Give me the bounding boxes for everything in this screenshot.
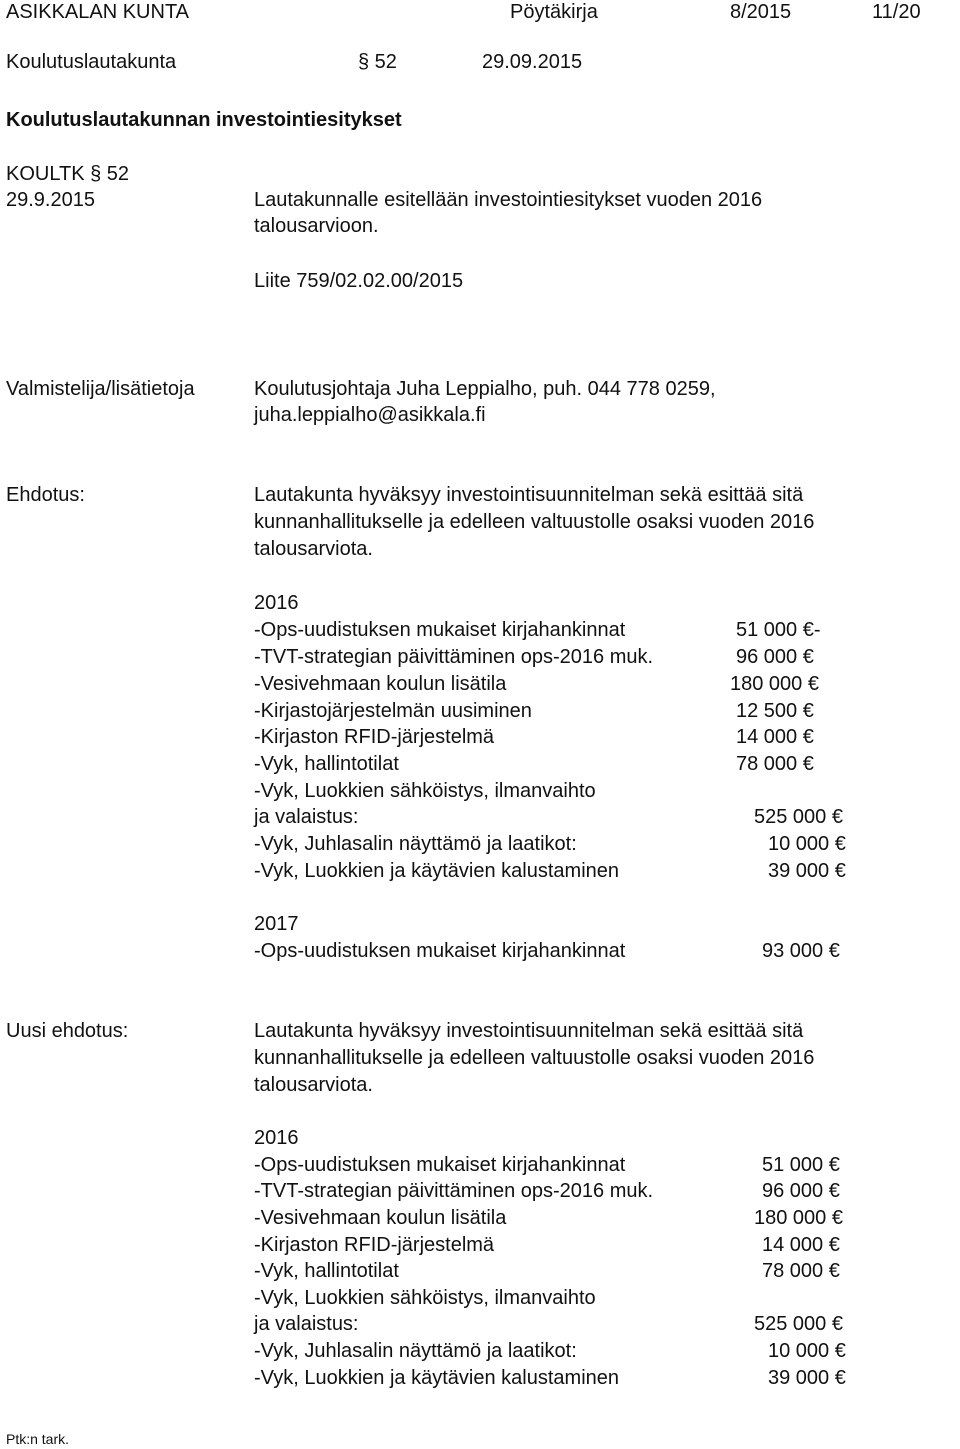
investment-item-amount: 51 000 €- <box>736 619 821 641</box>
investment-item <box>254 1261 874 1283</box>
investment-item-amount: 180 000 € <box>730 673 819 695</box>
investment-item-amount: 39 000 € <box>768 860 846 882</box>
reference-code: KOULTK § 52 <box>6 163 130 185</box>
investment-item-label: -Vyk, Juhlasalin näyttämö ja laatikot: <box>254 833 577 855</box>
investment-item <box>254 754 874 776</box>
preparer-label: Valmistelija/lisätietoja <box>6 378 195 400</box>
proposal-text-line: Lautakunta hyväksyy investointisuunnitelman sekä esittää sitä <box>254 484 804 506</box>
investment-item <box>254 727 874 749</box>
investment-item <box>254 1314 874 1336</box>
investment-item <box>254 807 874 829</box>
investment-item-label: ja valaistus: <box>254 806 359 828</box>
investment-item-amount: 525 000 € <box>754 806 843 828</box>
investment-item <box>254 834 874 856</box>
investment-item <box>254 1155 874 1177</box>
investment-item <box>254 1181 874 1203</box>
investment-item-label: -Vyk, Luokkien sähköistys, ilmanvaihto <box>254 1287 596 1309</box>
investment-item-amount: 51 000 € <box>762 1154 840 1176</box>
preparer-email: juha.leppialho@asikkala.fi <box>254 404 486 426</box>
page-number: 11/20 <box>872 1 921 23</box>
investment-item <box>254 1341 874 1363</box>
investment-item-amount: 96 000 € <box>762 1180 840 1202</box>
proposal-year-2016: 2016 <box>254 592 299 614</box>
board-name: Koulutuslautakunta <box>6 51 177 73</box>
investment-item-amount: 39 000 € <box>768 1367 846 1389</box>
municipality-name: ASIKKALAN KUNTA <box>6 1 190 23</box>
investment-item <box>254 647 874 669</box>
attachment-reference: Liite 759/02.02.00/2015 <box>254 270 464 292</box>
investment-item-label: ja valaistus: <box>254 1313 359 1335</box>
new-proposal-text-line: talousarviota. <box>254 1074 373 1096</box>
investment-item <box>254 674 874 696</box>
document-type: Pöytäkirja <box>510 1 598 23</box>
new-proposal-text-line: kunnanhallitukselle ja edelleen valtuustolle osaksi vuoden 2016 <box>254 1047 815 1069</box>
proposal-text-line: kunnanhallitukselle ja edelleen valtuustolle osaksi vuoden 2016 <box>254 511 815 533</box>
investment-item-amount: 93 000 € <box>762 940 840 962</box>
investment-item-label: -Kirjaston RFID-järjestelmä <box>254 726 495 748</box>
footer-note: Ptk:n tark. <box>6 1431 70 1447</box>
new-proposal-text-line: Lautakunta hyväksyy investointisuunnitelman sekä esittää sitä <box>254 1020 804 1042</box>
investment-item <box>254 1288 874 1310</box>
reference-text-line: talousarvioon. <box>254 215 379 237</box>
preparer-info-line: Koulutusjohtaja Juha Leppialho, puh. 044 778 0259, <box>254 378 716 400</box>
investment-item-label: -Vyk, Luokkien ja käytävien kalustaminen <box>254 860 619 882</box>
reference-date: 29.9.2015 <box>6 189 95 211</box>
investment-item-amount: 525 000 € <box>754 1313 843 1335</box>
investment-item-label: -TVT-strategian päivittäminen ops-2016 muk. <box>254 646 654 668</box>
investment-item-label: -Vyk, Luokkien ja käytävien kalustaminen <box>254 1367 619 1389</box>
investment-item-label: -Vyk, hallintotilat <box>254 1260 399 1282</box>
investment-item-amount: 180 000 € <box>754 1207 843 1229</box>
investment-item-amount: 10 000 € <box>768 833 846 855</box>
investment-item-label: -Vyk, hallintotilat <box>254 753 399 775</box>
investment-item-label: -Ops-uudistuksen mukaiset kirjahankinnat <box>254 619 626 641</box>
investment-item-label: -Ops-uudistuksen mukaiset kirjahankinnat <box>254 1154 626 1176</box>
reference-text-line: Lautakunnalle esitellään investointiesitykset vuoden 2016 <box>254 189 763 211</box>
proposal-text-line: talousarviota. <box>254 538 373 560</box>
investment-item-label: -Vyk, Luokkien sähköistys, ilmanvaihto <box>254 780 596 802</box>
investment-item-label: -Ops-uudistuksen mukaiset kirjahankinnat <box>254 940 626 962</box>
investment-item <box>254 1208 874 1230</box>
investment-item-amount: 78 000 € <box>736 753 814 775</box>
investment-item-label: -Vesivehmaan koulun lisätila <box>254 1207 507 1229</box>
investment-item <box>254 620 874 642</box>
investment-item <box>254 1235 874 1257</box>
investment-item-amount: 96 000 € <box>736 646 814 668</box>
section-number: § 52 <box>358 51 397 73</box>
investment-item-amount: 78 000 € <box>762 1260 840 1282</box>
investment-item-label: -Vyk, Juhlasalin näyttämö ja laatikot: <box>254 1340 577 1362</box>
investment-item-amount: 14 000 € <box>762 1234 840 1256</box>
investment-item-amount: 14 000 € <box>736 726 814 748</box>
proposal-year-2017: 2017 <box>254 913 299 935</box>
investment-item <box>254 781 874 803</box>
investment-item <box>254 1368 874 1390</box>
new-proposal-year-2016: 2016 <box>254 1127 299 1149</box>
page-title: Koulutuslautakunnan investointiesitykset <box>6 109 402 131</box>
new-proposal-label: Uusi ehdotus: <box>6 1020 129 1042</box>
investment-item-label: -TVT-strategian päivittäminen ops-2016 muk. <box>254 1180 654 1202</box>
investment-item-amount: 10 000 € <box>768 1340 846 1362</box>
investment-item <box>254 861 874 883</box>
investment-item-amount: 12 500 € <box>736 700 814 722</box>
investment-item-label: -Kirjastojärjestelmän uusiminen <box>254 700 532 722</box>
meeting-date: 29.09.2015 <box>482 51 583 73</box>
proposal-label: Ehdotus: <box>6 484 85 506</box>
investment-item <box>254 941 874 963</box>
investment-item-label: -Kirjaston RFID-järjestelmä <box>254 1234 495 1256</box>
investment-item <box>254 701 874 723</box>
document-number: 8/2015 <box>730 1 792 23</box>
investment-item-label: -Vesivehmaan koulun lisätila <box>254 673 507 695</box>
